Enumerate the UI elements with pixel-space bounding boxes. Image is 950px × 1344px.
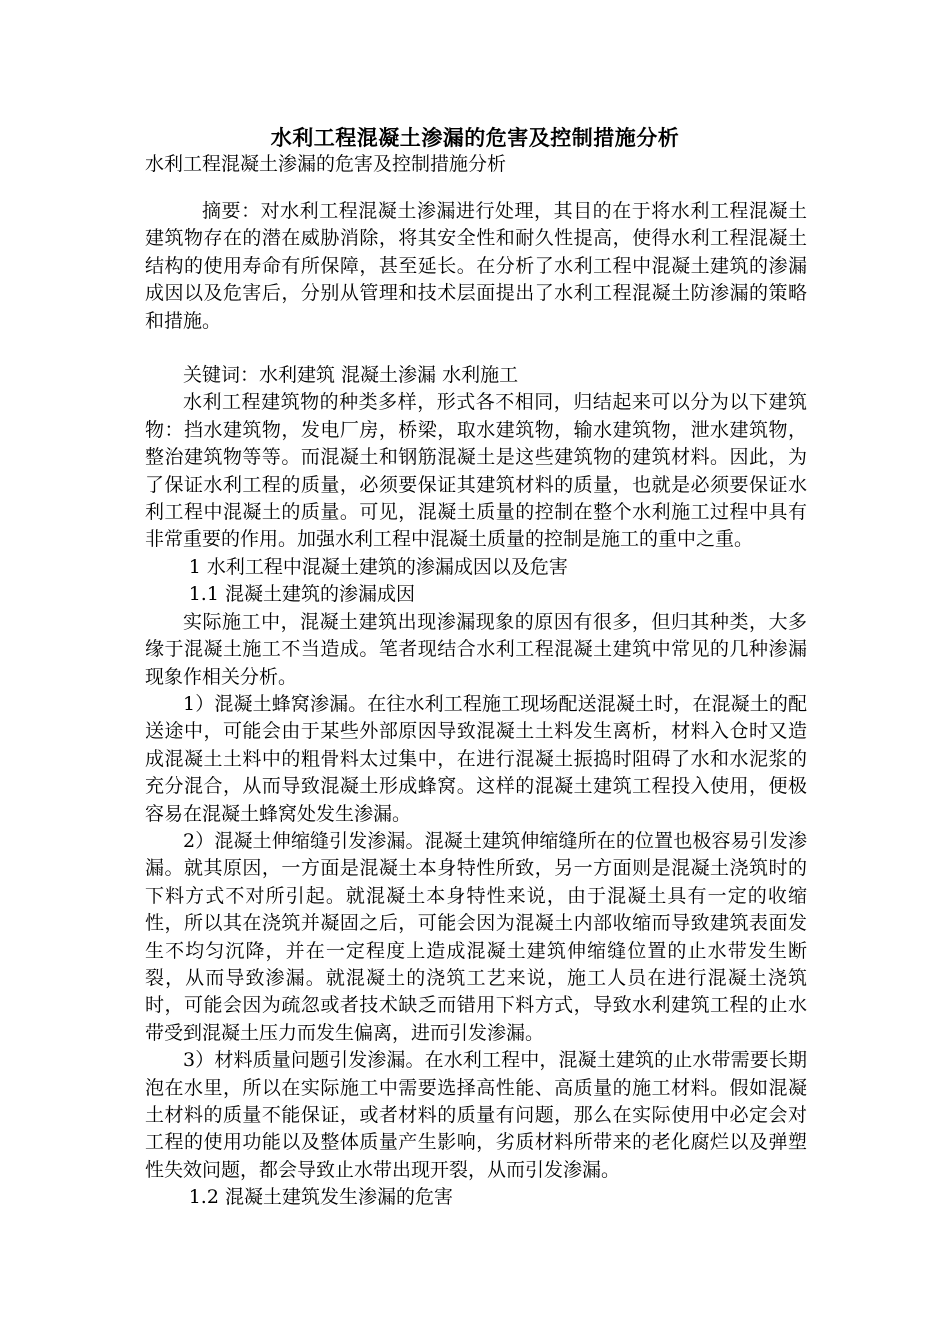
cause-item-3: 3）材料质量问题引发渗漏。在水利工程中，混凝土建筑的止水带需要长期泡在水里，所以在实际施工中需要选择高性能、高质量的施工材料。假如混凝土材料的质量不能保证，或者材料的质量有问题，那么在实际使用中必定会对工程的使用功能以及整体质量产生影响，劣质材料所带来的老化腐烂以及弹塑性失效问题，都会导致止水带出现开裂，从而引发渗漏。 [145,1049,807,1181]
cause-item-2: 2）混凝土伸缩缝引发渗漏。混凝土建筑伸缩缝所在的位置也极容易引发渗漏。就其原因，一方面是混凝土本身特性所致，另一方面则是混凝土浇筑时的下料方式不对所引起。就混凝土本身特性来说，由于混凝土具有一定的收缩性，所以其在浇筑并凝固之后，可能会因为混凝土内部收缩而导致建筑表面发生不均匀沉降，并在一定程度上造成混凝土建筑伸缩缝位置的止水带发生断裂，从而导致渗漏。就混凝土的浇筑工艺来说，施工人员在进行混凝土浇筑时，可能会因为疏忽或者技术缺乏而错用下料方式，导致水利建筑工程的止水带受到混凝土压力而发生偏离，进而引发渗漏。 [145,829,807,1044]
keywords-line: 关键词：水利建筑 混凝土渗漏 水利施工 [183,364,519,387]
section-1-1-intro: 实际施工中，混凝土建筑出现渗漏现象的原因有很多，但归其种类，大多缘于混凝土施工不当造成。笔者现结合水利工程混凝土建筑中常见的几种渗漏现象作相关分析。 [145,610,807,688]
abstract-paragraph: 摘要：对水利工程混凝土渗漏进行处理，其目的在于将水利工程混凝土建筑物存在的潜在威胁消除，将其安全性和耐久性提高，使得水利工程混凝土结构的使用寿命有所保障，甚至延长。在分析了水利工程中混凝土建筑的渗漏成因以及危害后，分别从管理和技术层面提出了水利工程混凝土防渗漏的策略和措施。 [145,200,807,332]
section-1-heading: 1 水利工程中混凝土建筑的渗漏成因以及危害 [188,555,568,578]
intro-paragraph: 水利工程建筑物的种类多样，形式各不相同，归结起来可以分为以下建筑物：挡水建筑物，发电厂房，桥梁，取水建筑物，输水建筑物，泄水建筑物，整治建筑物等等。而混凝土和钢筋混凝土是这些建筑物的建筑材料。因此，为了保证水利工程的质量，必须要保证其建筑材料的质量，也就是必须要保证水利工程中混凝土的质量。可见，混凝土质量的控制在整个水利施工过程中具有非常重要的作用。加强水利工程中混凝土质量的控制是施工的重中之重。 [145,391,807,551]
document-subtitle: 水利工程混凝土渗漏的危害及控制措施分析 [145,153,507,175]
section-1-1-heading: 1.1 混凝土建筑的渗漏成因 [188,583,415,606]
document-title: 水利工程混凝土渗漏的危害及控制措施分析 [270,125,680,150]
cause-item-1: 1）混凝土蜂窝渗漏。在往水利工程施工现场配送混凝土时，在混凝土的配送途中，可能会由于某些外部原因导致混凝土土料发生离析，材料入仓时又造成混凝土土料中的粗骨料太过集中，在进行混凝土振捣时阻碍了水和水泥浆的充分混合，从而导致混凝土形成蜂窝。这样的混凝土建筑工程投入使用，便极容易在混凝土蜂窝处发生渗漏。 [145,692,807,825]
document-body [145,198,807,1212]
section-1-2-heading: 1.2 混凝土建筑发生渗漏的危害 [188,1186,453,1209]
